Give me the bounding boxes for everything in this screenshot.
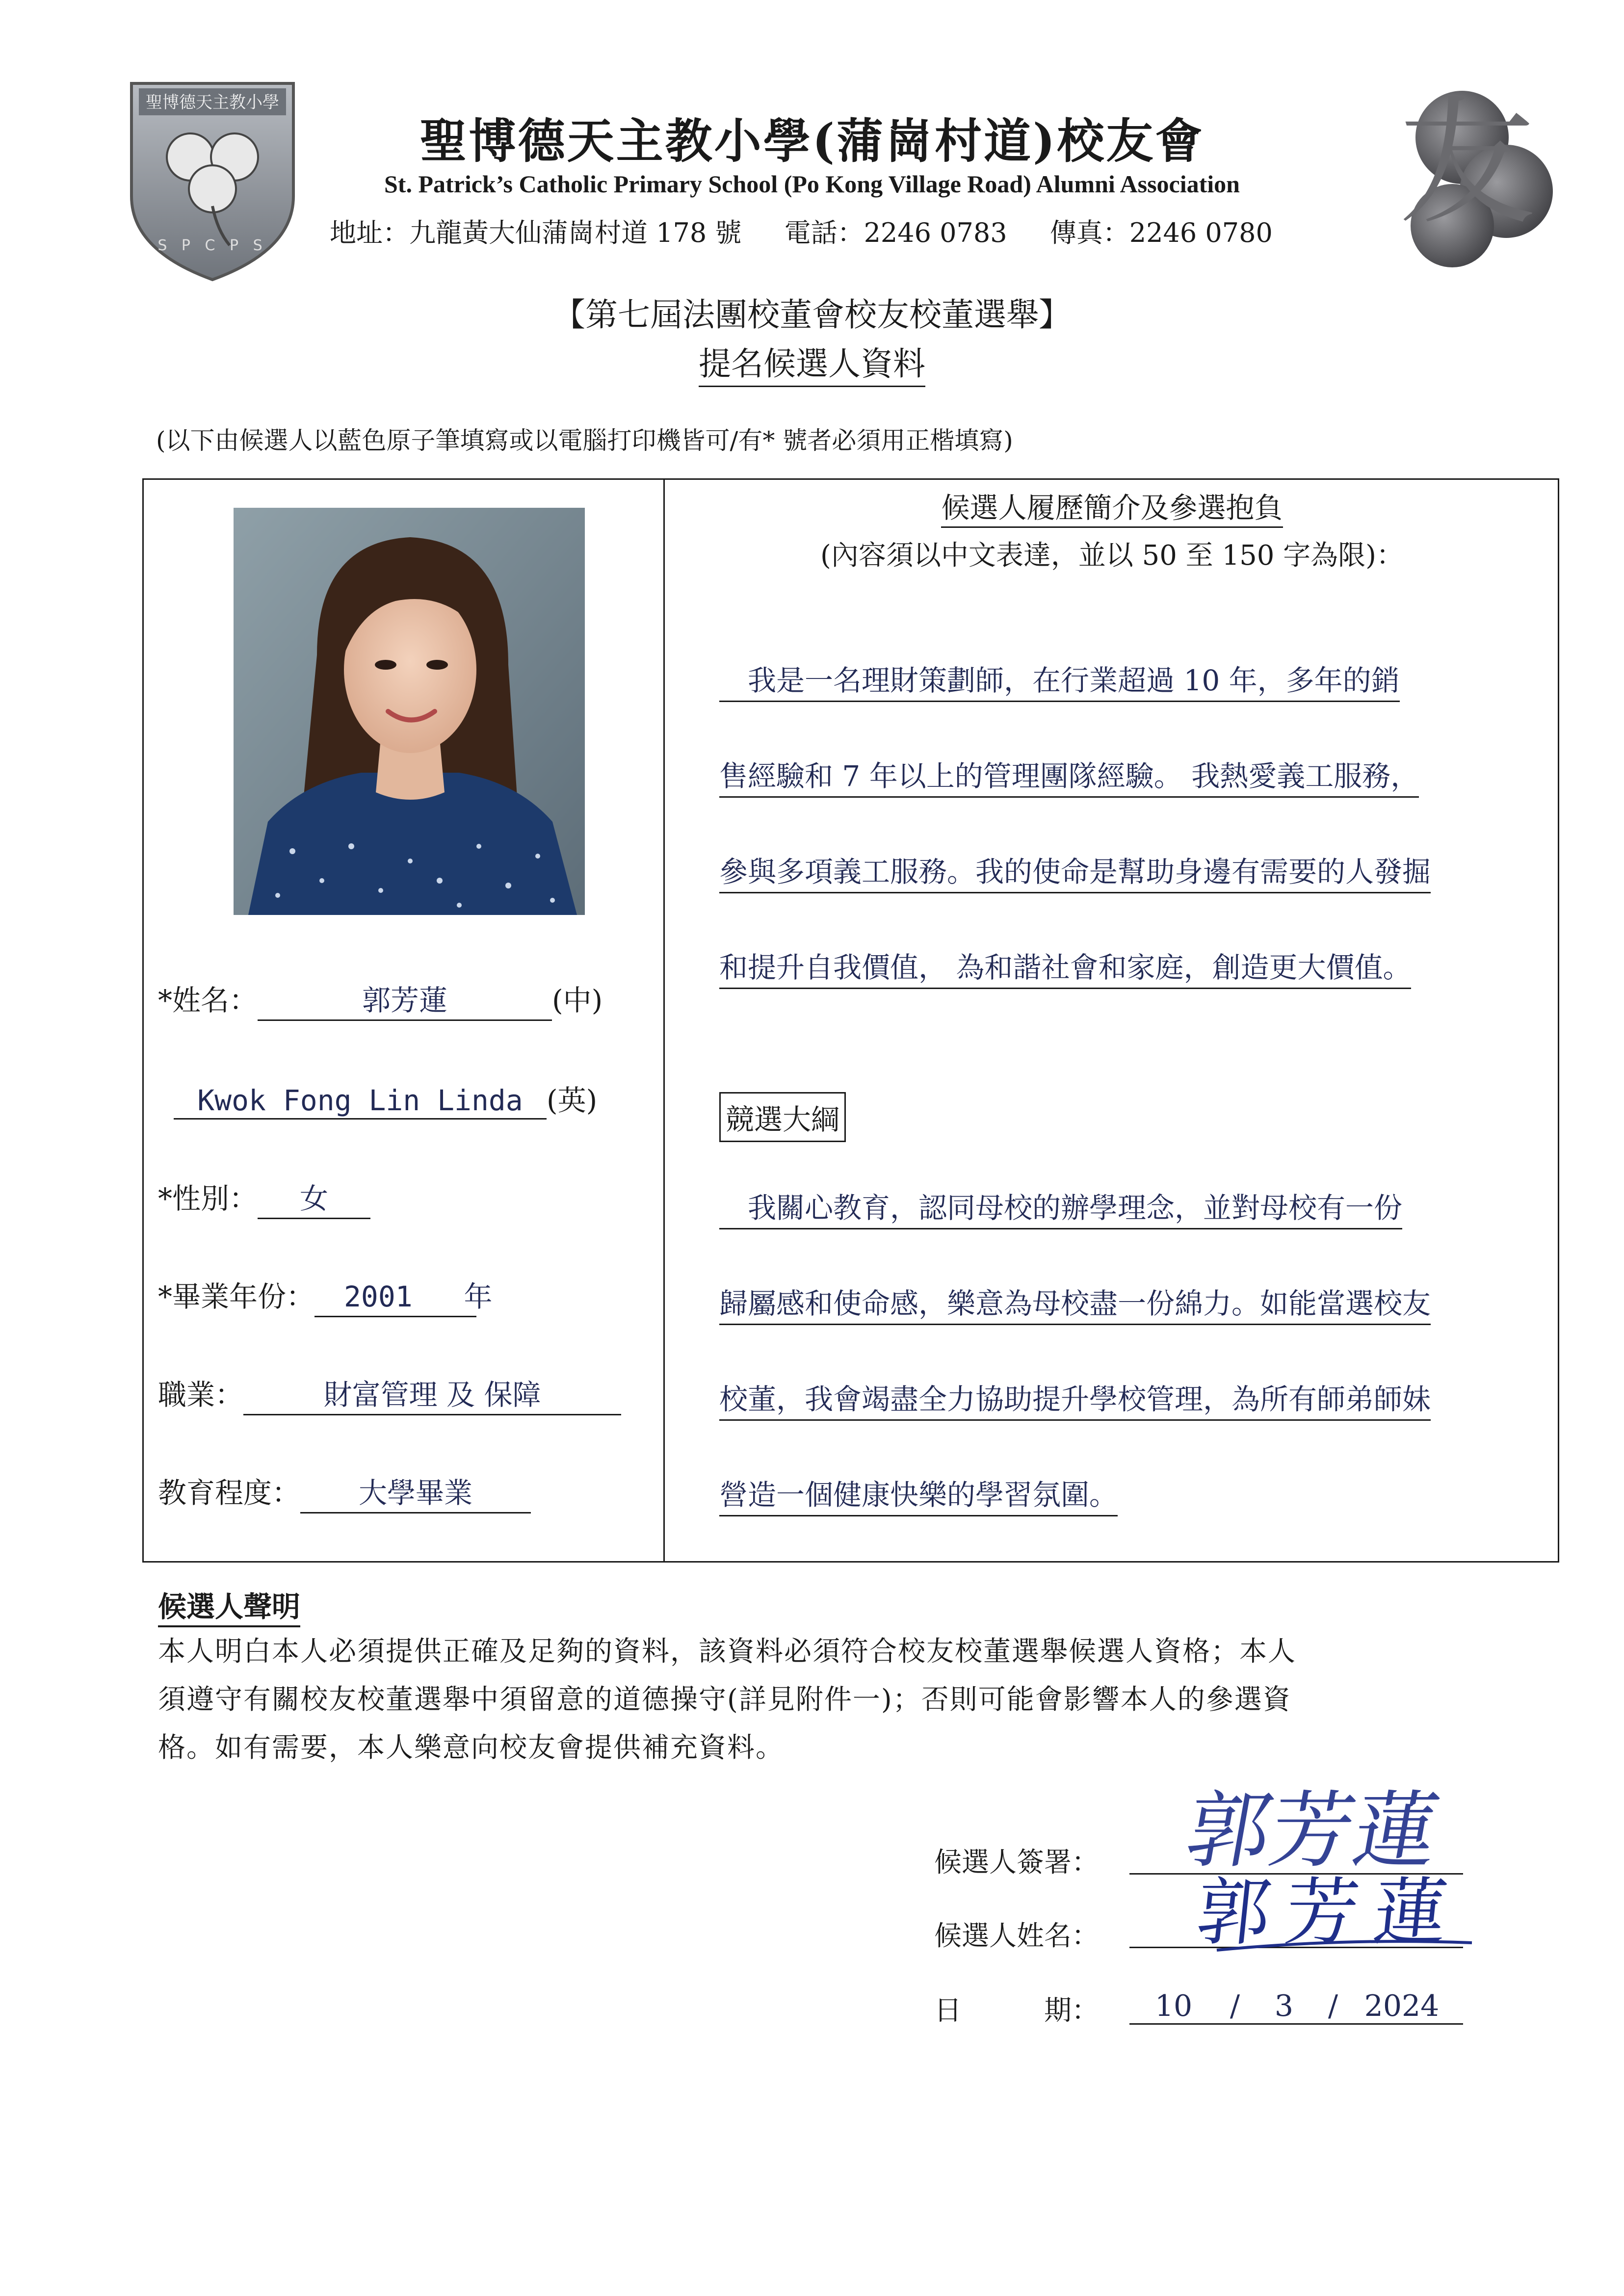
gender-label: *性別：	[158, 1182, 258, 1215]
name-english-value: Kwok Fong Lin Linda	[174, 1084, 547, 1120]
date-year: 2024	[1364, 1989, 1440, 2023]
date-line	[1129, 2023, 1463, 2025]
svg-text:郭芳蓮: 郭芳蓮	[1192, 1870, 1467, 1956]
declaration-line: 須遵守有關校友校董選舉中須留意的道德操守(詳見附件一)；否則可能會影響本人的參選資	[158, 1684, 1291, 1716]
profile-word-limit-note: (內容須以中文表達，並以 50 至 150 字為限)：	[820, 540, 1404, 572]
date-separator: /	[1230, 1989, 1240, 2023]
election-title: 【第七屆法團校董會校友校董選舉】	[553, 296, 1071, 334]
date-separator: /	[1328, 1989, 1338, 2023]
name-english-suffix: (英)	[547, 1084, 598, 1117]
name-chinese-value: 郭芳蓮	[258, 977, 552, 1021]
platform-line: 校董，我會竭盡全力協助提升學校管理，為所有師弟師妹	[719, 1376, 1431, 1421]
contact-info	[330, 212, 1307, 250]
date-day: 10	[1154, 1989, 1193, 2023]
graduation-year-label: *畢業年份：	[158, 1280, 315, 1313]
school-address: 地址：九龍黃大仙蒲崗村道 178 號	[330, 217, 742, 248]
name-chinese-field	[158, 977, 602, 1021]
date-value	[1129, 1989, 1463, 2023]
svg-text:S P C P S: S P C P S	[157, 237, 267, 254]
profile-intro-line: 售經驗和 7 年以上的管理團隊經驗。 我熱愛義工服務，	[719, 753, 1419, 798]
candidate-name-label: 候選人姓名：	[934, 1920, 1099, 1952]
declaration-line: 本人明白本人必須提供正確及足夠的資料，該資料必須符合校友校董選舉候選人資格；本人	[158, 1636, 1296, 1668]
name-chinese-suffix: (中)	[552, 984, 603, 1017]
graduation-year-value: 2001	[344, 1280, 413, 1313]
occupation-value: 財富管理 及 保障	[243, 1372, 621, 1415]
school-fax: 傳真：2246 0780	[1049, 217, 1273, 248]
date-month: 3	[1274, 1989, 1294, 2023]
education-field	[158, 1470, 531, 1513]
svg-text:郭芳蓮: 郭芳蓮	[1179, 1782, 1446, 1879]
profile-intro-line: 我是一名理財策劃師，在行業超過 10 年，多年的銷	[719, 657, 1400, 702]
name-english-field	[174, 1077, 597, 1120]
declaration-title: 候選人聲明	[158, 1584, 300, 1625]
profile-intro-line: 參與多項義工服務。我的使命是幫助身邊有需要的人發掘	[719, 849, 1431, 893]
signature-label: 候選人簽署：	[934, 1847, 1099, 1879]
declaration-line: 格。如有需要，本人樂意向校友會提供補充資料。	[158, 1732, 784, 1764]
school-phone: 電話：2246 0783	[784, 217, 1007, 248]
platform-line: 歸屬感和使命感，樂意為母校盡一份綿力。如能當選校友	[719, 1280, 1431, 1325]
occupation-field	[158, 1372, 621, 1415]
table-divider	[663, 478, 665, 1563]
form-title: 提名候選人資料	[0, 338, 1624, 384]
date-label: 日 期：	[934, 1995, 1099, 2027]
handwritten-signature	[1179, 1776, 1446, 1879]
platform-label-box: 競選大綱	[719, 1092, 846, 1142]
occupation-label: 職業：	[158, 1378, 244, 1411]
name-label: *姓名：	[158, 984, 258, 1017]
alumni-association-logo	[1335, 78, 1560, 275]
svg-text:友: 友	[1398, 84, 1536, 244]
gender-field	[158, 1175, 370, 1219]
graduation-year-field	[158, 1274, 493, 1317]
profile-intro-line: 和提升自我價值， 為和諧社會和家庭，創造更大價值。	[719, 944, 1411, 989]
school-name-english: St. Patrick’s Catholic Primary School (Po Kong Village Road) Alumni Association	[384, 170, 1240, 198]
fill-instructions: (以下由候選人以藍色原子筆填寫或以電腦打印機皆可/有* 號者必須用正楷填寫)	[156, 426, 1013, 455]
candidate-photo	[234, 508, 585, 915]
svg-text:聖博德天主教小學: 聖博德天主教小學	[146, 93, 279, 112]
school-name-chinese: 聖博德天主教小學(蒲崗村道)校友會	[419, 113, 1205, 169]
gender-value: 女	[258, 1175, 370, 1219]
graduation-year-suffix: 年	[464, 1280, 493, 1313]
education-label: 教育程度：	[158, 1476, 301, 1510]
education-value: 大學畢業	[300, 1470, 531, 1513]
platform-line: 營造一個健康快樂的學習氛圍。	[719, 1472, 1118, 1516]
handwritten-name	[1192, 1864, 1492, 1962]
platform-line: 我關心教育，認同母校的辦學理念，並對母校有一份	[719, 1185, 1402, 1229]
profile-heading: 候選人履歷簡介及參選抱負	[665, 485, 1559, 526]
